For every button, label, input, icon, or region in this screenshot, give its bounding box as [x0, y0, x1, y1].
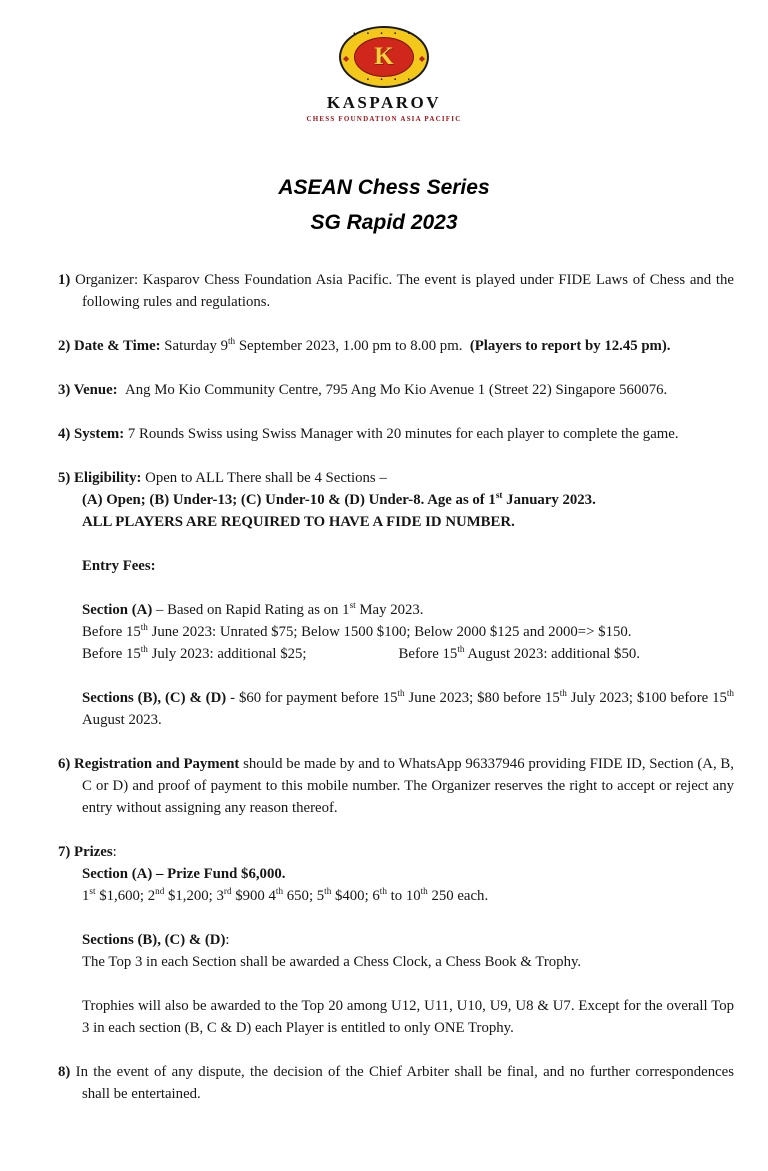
text-segment: 4) System: — [58, 426, 128, 442]
text-segment: Trophies will also be awarded to the Top 20 among U12, U11, U10, U9, U8 & U7. Except for the overall Top 3 in each section (B, C & D) each Player is entitled to only ONE Trophy. — [82, 998, 734, 1036]
text-segment: In the event of any dispute, the decision of the Chief Arbiter shall be final, and no further correspondences shall be entertained. — [75, 1064, 734, 1102]
trophies-note — [82, 995, 734, 1039]
text-segment: $900 4 — [231, 888, 276, 904]
text-segment: Section (A) – Prize Fund $6,000. — [82, 866, 286, 882]
document-body — [0, 269, 768, 1105]
text-segment: 2) Date & Time: — [58, 338, 165, 354]
eligibility-sections — [82, 489, 734, 511]
text-segment: 7) Prizes — [58, 844, 113, 860]
text-segment: - $60 for payment before 15 — [226, 690, 398, 706]
superscript: th — [457, 644, 465, 655]
text-segment: 1 — [82, 888, 90, 904]
text-segment: $400; 6 — [331, 888, 380, 904]
sections-bcd-fees — [82, 687, 734, 731]
text-segment: Entry Fees: — [82, 558, 156, 574]
text-segment: August 2023. — [82, 712, 162, 728]
section-a-fees-june — [82, 621, 734, 643]
text-segment: June 2023: Unrated $75; Below 1500 $100; Below 2000 $125 and 2000=> $150. — [147, 624, 632, 640]
item-system — [58, 423, 734, 445]
superscript: th — [140, 644, 148, 655]
superscript: th — [559, 688, 567, 699]
section-a-fees — [82, 599, 734, 621]
text-segment: January 2023. — [502, 492, 596, 508]
text-segment: 7 Rounds Swiss using Swiss Manager with 20 minutes for each player to complete the game. — [127, 426, 679, 442]
text-segment: 3) Venue: — [58, 382, 118, 398]
superscript: st — [349, 600, 356, 611]
text-segment: : — [112, 844, 117, 860]
event-title: ASEAN Chess Series — [278, 176, 490, 199]
text-segment: – Based on Rapid Rating as on 1 — [152, 602, 350, 618]
text-segment: June 2023; $80 before 15 — [404, 690, 560, 706]
text-segment: Before 15 — [82, 646, 141, 662]
superscript: st — [495, 490, 503, 501]
section-a-fees-july-august — [82, 643, 734, 665]
logo-ornament-bottom — [341, 77, 427, 83]
logo-letter-k: K — [374, 43, 394, 70]
text-segment: to 10 — [386, 888, 421, 904]
text-segment: Before 15 — [82, 624, 141, 640]
text-segment: $1,600; 2 — [95, 888, 156, 904]
text-segment: The Top 3 in each Section shall be awarded a Chess Clock, a Chess Book & Trophy. — [82, 954, 582, 970]
text-segment: Sections (B), (C) & (D) — [82, 932, 226, 948]
text-segment: July 2023: additional $25; — [147, 646, 307, 662]
text-segment: Section (A) — [82, 602, 153, 618]
superscript: st — [89, 886, 96, 897]
superscript: th — [379, 886, 387, 897]
superscript: th — [228, 336, 236, 347]
text-segment: 8) — [58, 1064, 76, 1080]
text-segment: ALL PLAYERS ARE REQUIRED TO HAVE A FIDE ID NUMBER. — [82, 514, 515, 530]
event-subtitle: SG Rapid 2023 — [310, 211, 458, 234]
brand-name: KASPAROV — [326, 93, 442, 112]
text-segment: August 2023: additional $50. — [464, 646, 640, 662]
sections-bcd-prizes-heading — [82, 929, 734, 951]
text-segment: Open to ALL There shall be 4 Sections – — [145, 470, 387, 486]
superscript: th — [275, 886, 284, 897]
text-segment: $1,200; 3 — [164, 888, 224, 904]
text-segment: should be made by and to WhatsApp 96337946 providing FIDE ID, Section (A, B, C or D) and proof of payment to this mobile number. The Organizer reserves the right to accept or reject any entry without assigning any reason thereof. — [82, 756, 734, 816]
text-segment: May 2023. — [355, 602, 424, 618]
text-segment: Ang Mo Kio Community Centre, 795 Ang Mo Kio Avenue 1 (Street 22) Singapore 560076. — [117, 382, 668, 398]
text-segment: 650; 5 — [283, 888, 325, 904]
item-organizer — [58, 269, 734, 313]
kcf-logo — [339, 26, 429, 88]
text-segment: : — [225, 932, 230, 948]
text-segment: Before 15 — [398, 646, 458, 662]
text-segment: 5) Eligibility: — [58, 470, 146, 486]
text-segment: Organizer: Kasparov Chess Foundation Asia Pacific. The event is played under FIDE Laws of Chess and the following rules and regulations. — [75, 272, 734, 310]
text-segment: 1) — [58, 272, 76, 288]
item-dispute — [58, 1061, 734, 1105]
text-segment: Sections (B), (C) & (D) — [82, 690, 227, 706]
sections-bcd-prizes — [82, 951, 734, 973]
superscript: nd — [155, 886, 165, 897]
text-segment: (Players to report by 12.45 pm). — [469, 338, 671, 354]
superscript: th — [726, 688, 735, 699]
eligibility-fide-requirement — [82, 511, 734, 533]
superscript: th — [420, 886, 428, 897]
section-a-prize-fund — [82, 863, 734, 885]
text-segment: 6) Registration and Payment — [58, 756, 244, 772]
logo-center — [354, 37, 414, 77]
item-registration-payment — [58, 753, 734, 819]
text-segment: 250 each. — [427, 888, 489, 904]
superscript: th — [324, 886, 332, 897]
header — [0, 0, 768, 123]
entry-fees-heading — [82, 555, 734, 577]
text-segment: July 2023; $100 before 15 — [566, 690, 727, 706]
superscript: th — [140, 622, 148, 633]
superscript: rd — [223, 886, 232, 897]
text-segment: Saturday 9 — [164, 338, 228, 354]
brand-tagline: CHESS FOUNDATION ASIA PACIFIC — [306, 115, 462, 123]
logo-ornament-left — [343, 55, 349, 63]
item-venue — [58, 379, 734, 401]
item-prizes — [58, 841, 734, 863]
item-date-time — [58, 335, 734, 357]
title-block — [0, 177, 768, 233]
text-segment: September 2023, 1.00 pm to 8.00 pm. — [235, 338, 470, 354]
item-eligibility — [58, 467, 734, 489]
text-segment: (A) Open; (B) Under-13; (C) Under-10 & (D) Under-8. Age as of 1 — [82, 492, 496, 508]
superscript: th — [397, 688, 405, 699]
logo-ornament-right — [419, 55, 425, 63]
section-a-prize-breakdown — [82, 885, 734, 907]
